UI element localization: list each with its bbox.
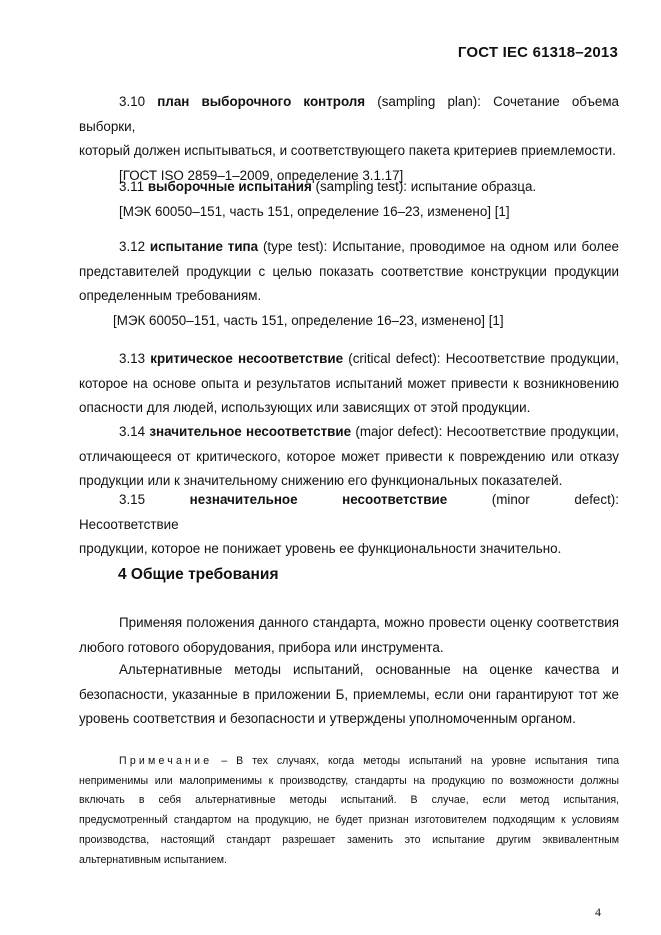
note-text: – В тех случаях, когда методы испытаний на уровне испытания типа <box>212 755 619 767</box>
paragraph-line: безопасности, указанные в приложении Б, приемлемы, если они гарантируют тот же <box>79 686 619 702</box>
section-4-paragraph-1 <box>79 611 619 660</box>
term-title: значительное несоответствие <box>149 424 352 439</box>
note-line: предусмотренный стандартом на продукцию, не будет признан изготовителем подходящим к условиям <box>79 814 619 827</box>
definition-3-11 <box>79 175 619 224</box>
definition-3-13 <box>79 347 619 421</box>
definition-3-15 <box>79 488 619 562</box>
definition-3-12 <box>79 235 619 333</box>
definition-line: который должен испытываться, и соответствующего пакета критериев приемлемости. <box>79 143 616 158</box>
term-number: 3.11 <box>119 179 145 194</box>
term-title: незначительное несоответствие <box>189 492 448 507</box>
definition-3-14 <box>79 420 619 494</box>
note-block <box>79 752 619 870</box>
paragraph-line: Применяя положения данного стандарта, можно провести оценку соответствия <box>119 615 619 630</box>
paragraph-line: уровень соответствия и безопасности и утверждены уполномоченным органом. <box>79 711 576 726</box>
term-text: (sampling plan): Сочетание объема выборки, <box>79 94 619 134</box>
paragraph-line: Альтернативные методы испытаний, основанные на оценке качества и <box>119 662 619 677</box>
section-heading: 4 Общие требования <box>118 566 279 583</box>
term-title: испытание типа <box>149 239 259 254</box>
definition-line: определенным требованиям. <box>79 288 262 303</box>
term-text: (sampling test): испытание образца. <box>315 179 537 194</box>
definition-line: продукции, которое не понижает уровень ее функциональности значительно. <box>79 541 562 556</box>
definition-line <box>79 347 619 372</box>
term-title: план выборочного контроля <box>157 94 366 109</box>
term-number: 3.14 <box>119 424 146 439</box>
document-id-header: ГОСТ IEC 61318–2013 <box>457 44 618 61</box>
term-number: 3.12 <box>119 239 146 254</box>
definition-reference: [ГОСТ ISO 2859–1–2009, определение 3.1.17] <box>119 167 404 183</box>
definition-line: отличающееся от критического, которое может привести к повреждению или отказу <box>79 448 619 464</box>
note-label: Примечание <box>119 755 213 767</box>
section-4-paragraph-2 <box>79 658 619 732</box>
term-number: 3.10 <box>119 94 146 109</box>
definition-reference: [МЭК 60050–151, часть 151, определение 16–23, изменено] [1] <box>113 312 504 328</box>
term-title: критическое несоответствие <box>150 351 344 366</box>
definition-line: опасности для людей, использующих или зависящих от этой продукции. <box>79 400 531 415</box>
term-number: 3.13 <box>119 351 146 366</box>
definition-line <box>79 420 619 445</box>
definition-line <box>79 235 619 260</box>
note-line: производства, настоящий стандарт разрешает заменить это испытание другим эквивалентным <box>79 833 619 846</box>
note-line: альтернативным испытанием. <box>79 853 227 866</box>
term-text: (critical defect): Несоответствие продукции, <box>348 351 619 366</box>
definition-reference: [МЭК 60050–151, часть 151, определение 16–23, изменено] [1] <box>119 203 510 219</box>
note-line <box>79 752 619 772</box>
note-line: включать в себя альтернативные методы испытаний. В случае, если метод испытания, <box>79 794 619 807</box>
definition-line <box>79 175 619 200</box>
term-text: (type test): Испытание, проводимое на одном или более <box>262 239 619 254</box>
page-number: 4 <box>595 905 601 919</box>
definition-line <box>79 90 619 139</box>
definition-line <box>79 488 619 537</box>
note-line: неприменимы или малоприменимы к производству, стандарты на продукцию по возможности должны <box>79 774 619 787</box>
term-number: 3.15 <box>119 492 146 507</box>
term-text: (minor defect): Несоответствие <box>79 492 619 532</box>
definition-line: которое на основе опыта и результатов испытаний может привести к возникновению <box>79 375 619 391</box>
term-title: выборочные испытания <box>147 179 312 194</box>
definition-line: продукции или к значительному снижению его функциональных показателей. <box>79 473 563 488</box>
term-text: (major defect): Несоответствие продукции, <box>355 424 619 439</box>
definition-3-10 <box>79 90 619 188</box>
definition-line: представителей продукции с целью показать соответствие конструкции продукции <box>79 263 619 279</box>
paragraph-line: любого готового оборудования, прибора или инструмента. <box>79 639 444 655</box>
